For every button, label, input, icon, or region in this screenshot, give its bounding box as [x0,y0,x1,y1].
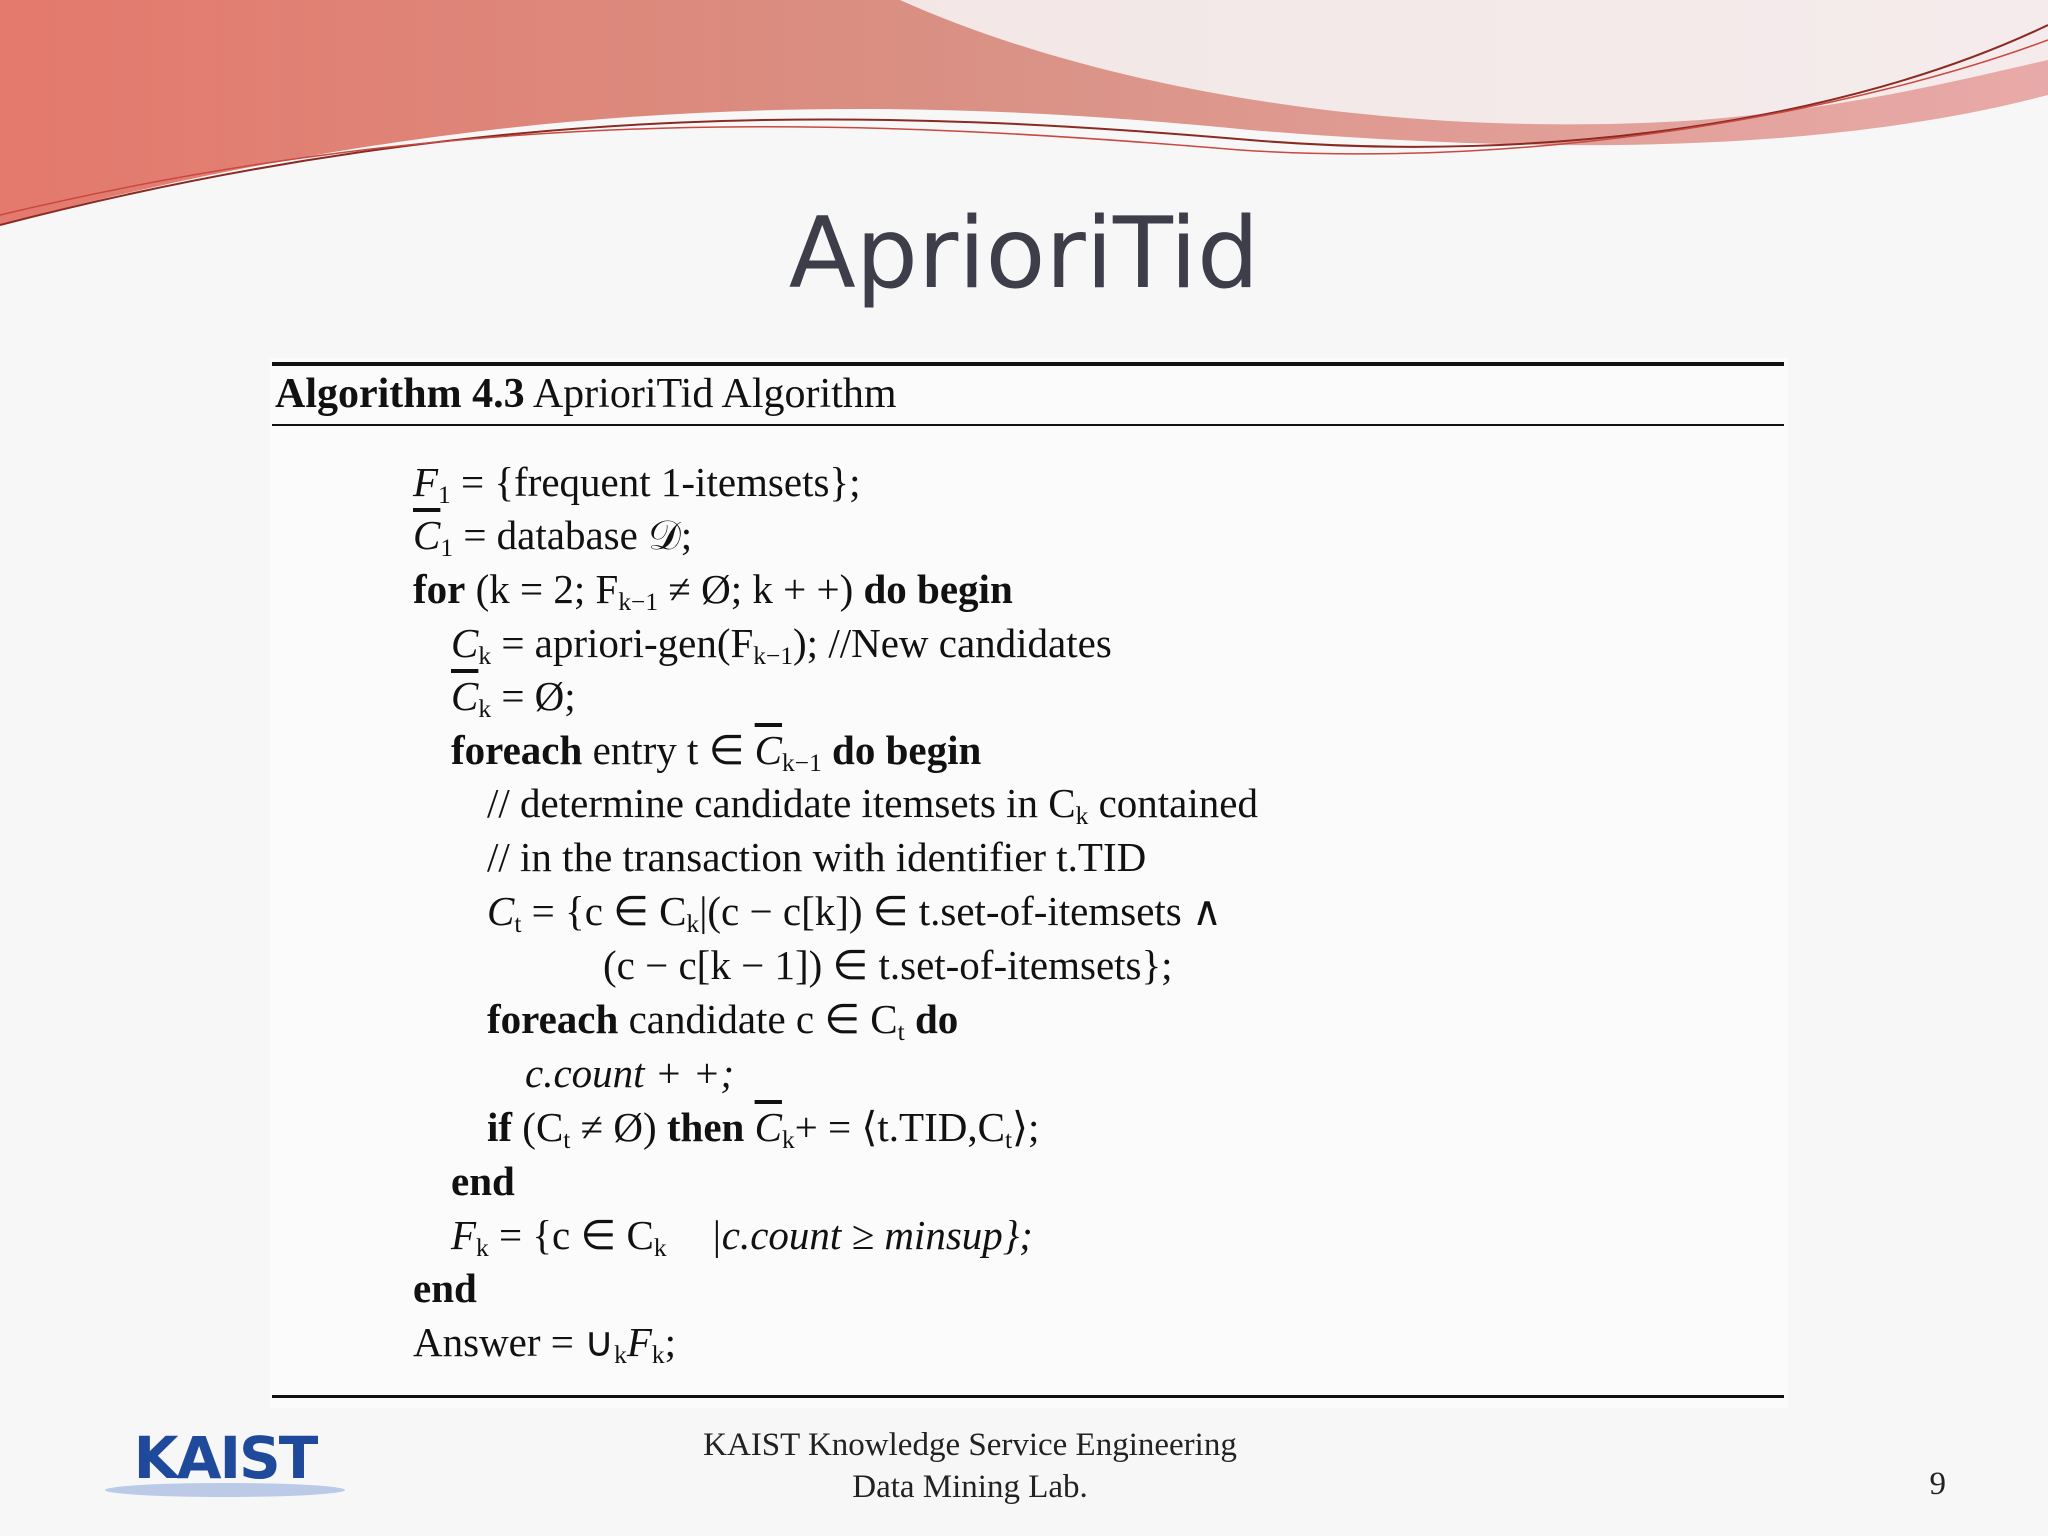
algo-line-4 [451,619,1112,671]
algo-subscript: k [651,1341,665,1370]
algo-keyword: do begin [821,727,982,773]
algo-subscript: 1 [440,534,454,563]
algo-token: entry t ∈ [582,727,755,773]
algo-token: (c − c[k − 1]) ∈ t.set-of-itemsets}; [603,942,1173,988]
algo-line-14 [451,1157,515,1205]
algo-keyword: do [904,996,959,1042]
algo-subscript: k [781,1126,795,1155]
algo-keyword: then [666,1104,745,1150]
algo-subscript: k [478,695,492,724]
slide-title: AprioriTid [788,197,1260,311]
algo-token: ⟩; [1012,1104,1040,1150]
algo-token: |c.count ≥ minsup}; [710,1212,1033,1258]
algo-line-10 [603,941,1173,989]
algo-token: (C [512,1104,564,1150]
algorithm-bottom-rule [272,1395,1784,1398]
algo-keyword: end [413,1265,477,1311]
algo-token: c.count + +; [525,1050,735,1096]
algo-token: C [487,888,515,934]
algo-line-15 [451,1211,1033,1263]
algo-line-17 [413,1318,677,1370]
algo-keyword: foreach [487,996,619,1042]
algo-token: Answer = ∪ [413,1319,615,1365]
algo-line-2 [413,511,693,563]
algo-line-12 [525,1049,734,1097]
algo-token: F [413,459,439,505]
algo-line-1 [413,458,861,510]
algo-token: + = ⟨t.TID,C [794,1104,1005,1150]
algo-token: $\overline{C}$ [413,512,441,558]
algo-line-6 [451,726,982,778]
footer-line-1: KAIST Knowledge Service Engineering [703,1427,1237,1463]
algorithm-caption [275,368,897,420]
algo-token: ≠ Ø) [570,1104,667,1150]
algo-token: F [451,1212,477,1258]
algo-token: candidate c ∈ C [618,996,898,1042]
algo-line-9 [487,887,1223,939]
algorithm-label: Algorithm 4.3 [275,371,525,417]
algo-subscript: k [1075,802,1089,831]
algo-token: $\overline{C}$ [754,727,783,773]
algo-line-5 [451,672,576,724]
algo-line-16 [413,1264,477,1312]
algo-subscript: k−1 [753,642,794,671]
kaist-logo-text: KAIST [133,1424,317,1492]
algo-subscript: k−1 [782,749,822,778]
algorithm-header-rule [272,424,1784,426]
algo-token: = {frequent 1-itemsets}; [450,459,861,505]
algo-token: $\overline{C}$ [754,1104,782,1150]
algo-line-7 [487,779,1258,831]
algo-subscript: t [1004,1126,1013,1155]
algo-line-3 [413,565,1013,617]
algo-line-8 [487,833,1146,881]
algo-keyword: if [487,1104,513,1150]
algo-token: $\overline{C}$ [451,673,479,719]
kaist-logo [100,1420,350,1500]
algo-token: ); //New candidates [793,620,1112,666]
algo-keyword: end [451,1158,515,1204]
algo-keyword: for [413,566,466,612]
page-number: 9 [1929,1466,1946,1502]
algo-comment: // determine candidate itemsets in C [487,780,1076,826]
algo-subscript: 1 [438,481,451,510]
algo-comment: contained [1088,780,1258,826]
algo-token: ≠ Ø; k + +) [658,566,864,612]
algo-line-13 [487,1103,1040,1155]
algo-subscript: t [897,1018,905,1047]
algo-token: = Ø; [491,673,576,719]
algo-token: = {c ∈ C [521,888,687,934]
algo-subscript: k−1 [618,588,659,617]
algo-token: |(c − c[k]) ∈ t.set-of-itemsets ∧ [699,888,1223,934]
algo-subscript: t [563,1126,571,1155]
algo-keyword: do begin [863,566,1013,612]
algo-token: = apriori-gen(F [491,620,754,666]
algo-subscript: k [476,1234,489,1263]
footer-lab-name [650,1424,1290,1508]
algo-token: F [626,1319,652,1365]
algo-comment: // in the transaction with identifier t.TID [487,834,1147,880]
algo-token: (k = 2; F [465,566,619,612]
algo-subscript: k [653,1234,667,1263]
algo-token: ; [664,1319,677,1365]
footer-line-2: Data Mining Lab. [852,1469,1088,1505]
algo-line-11 [487,995,959,1047]
algorithm-top-rule [272,362,1784,366]
algo-token: C [451,620,479,666]
algo-subscript: t [514,910,522,939]
algo-subscript: k [614,1341,627,1370]
algo-token: = database 𝒟; [453,512,693,558]
algo-token: = {c ∈ C [488,1212,654,1258]
algo-subscript: k [478,642,492,671]
algo-subscript: k [686,910,700,939]
algorithm-name: AprioriTid Algorithm [532,371,897,417]
algo-keyword: foreach [451,727,583,773]
